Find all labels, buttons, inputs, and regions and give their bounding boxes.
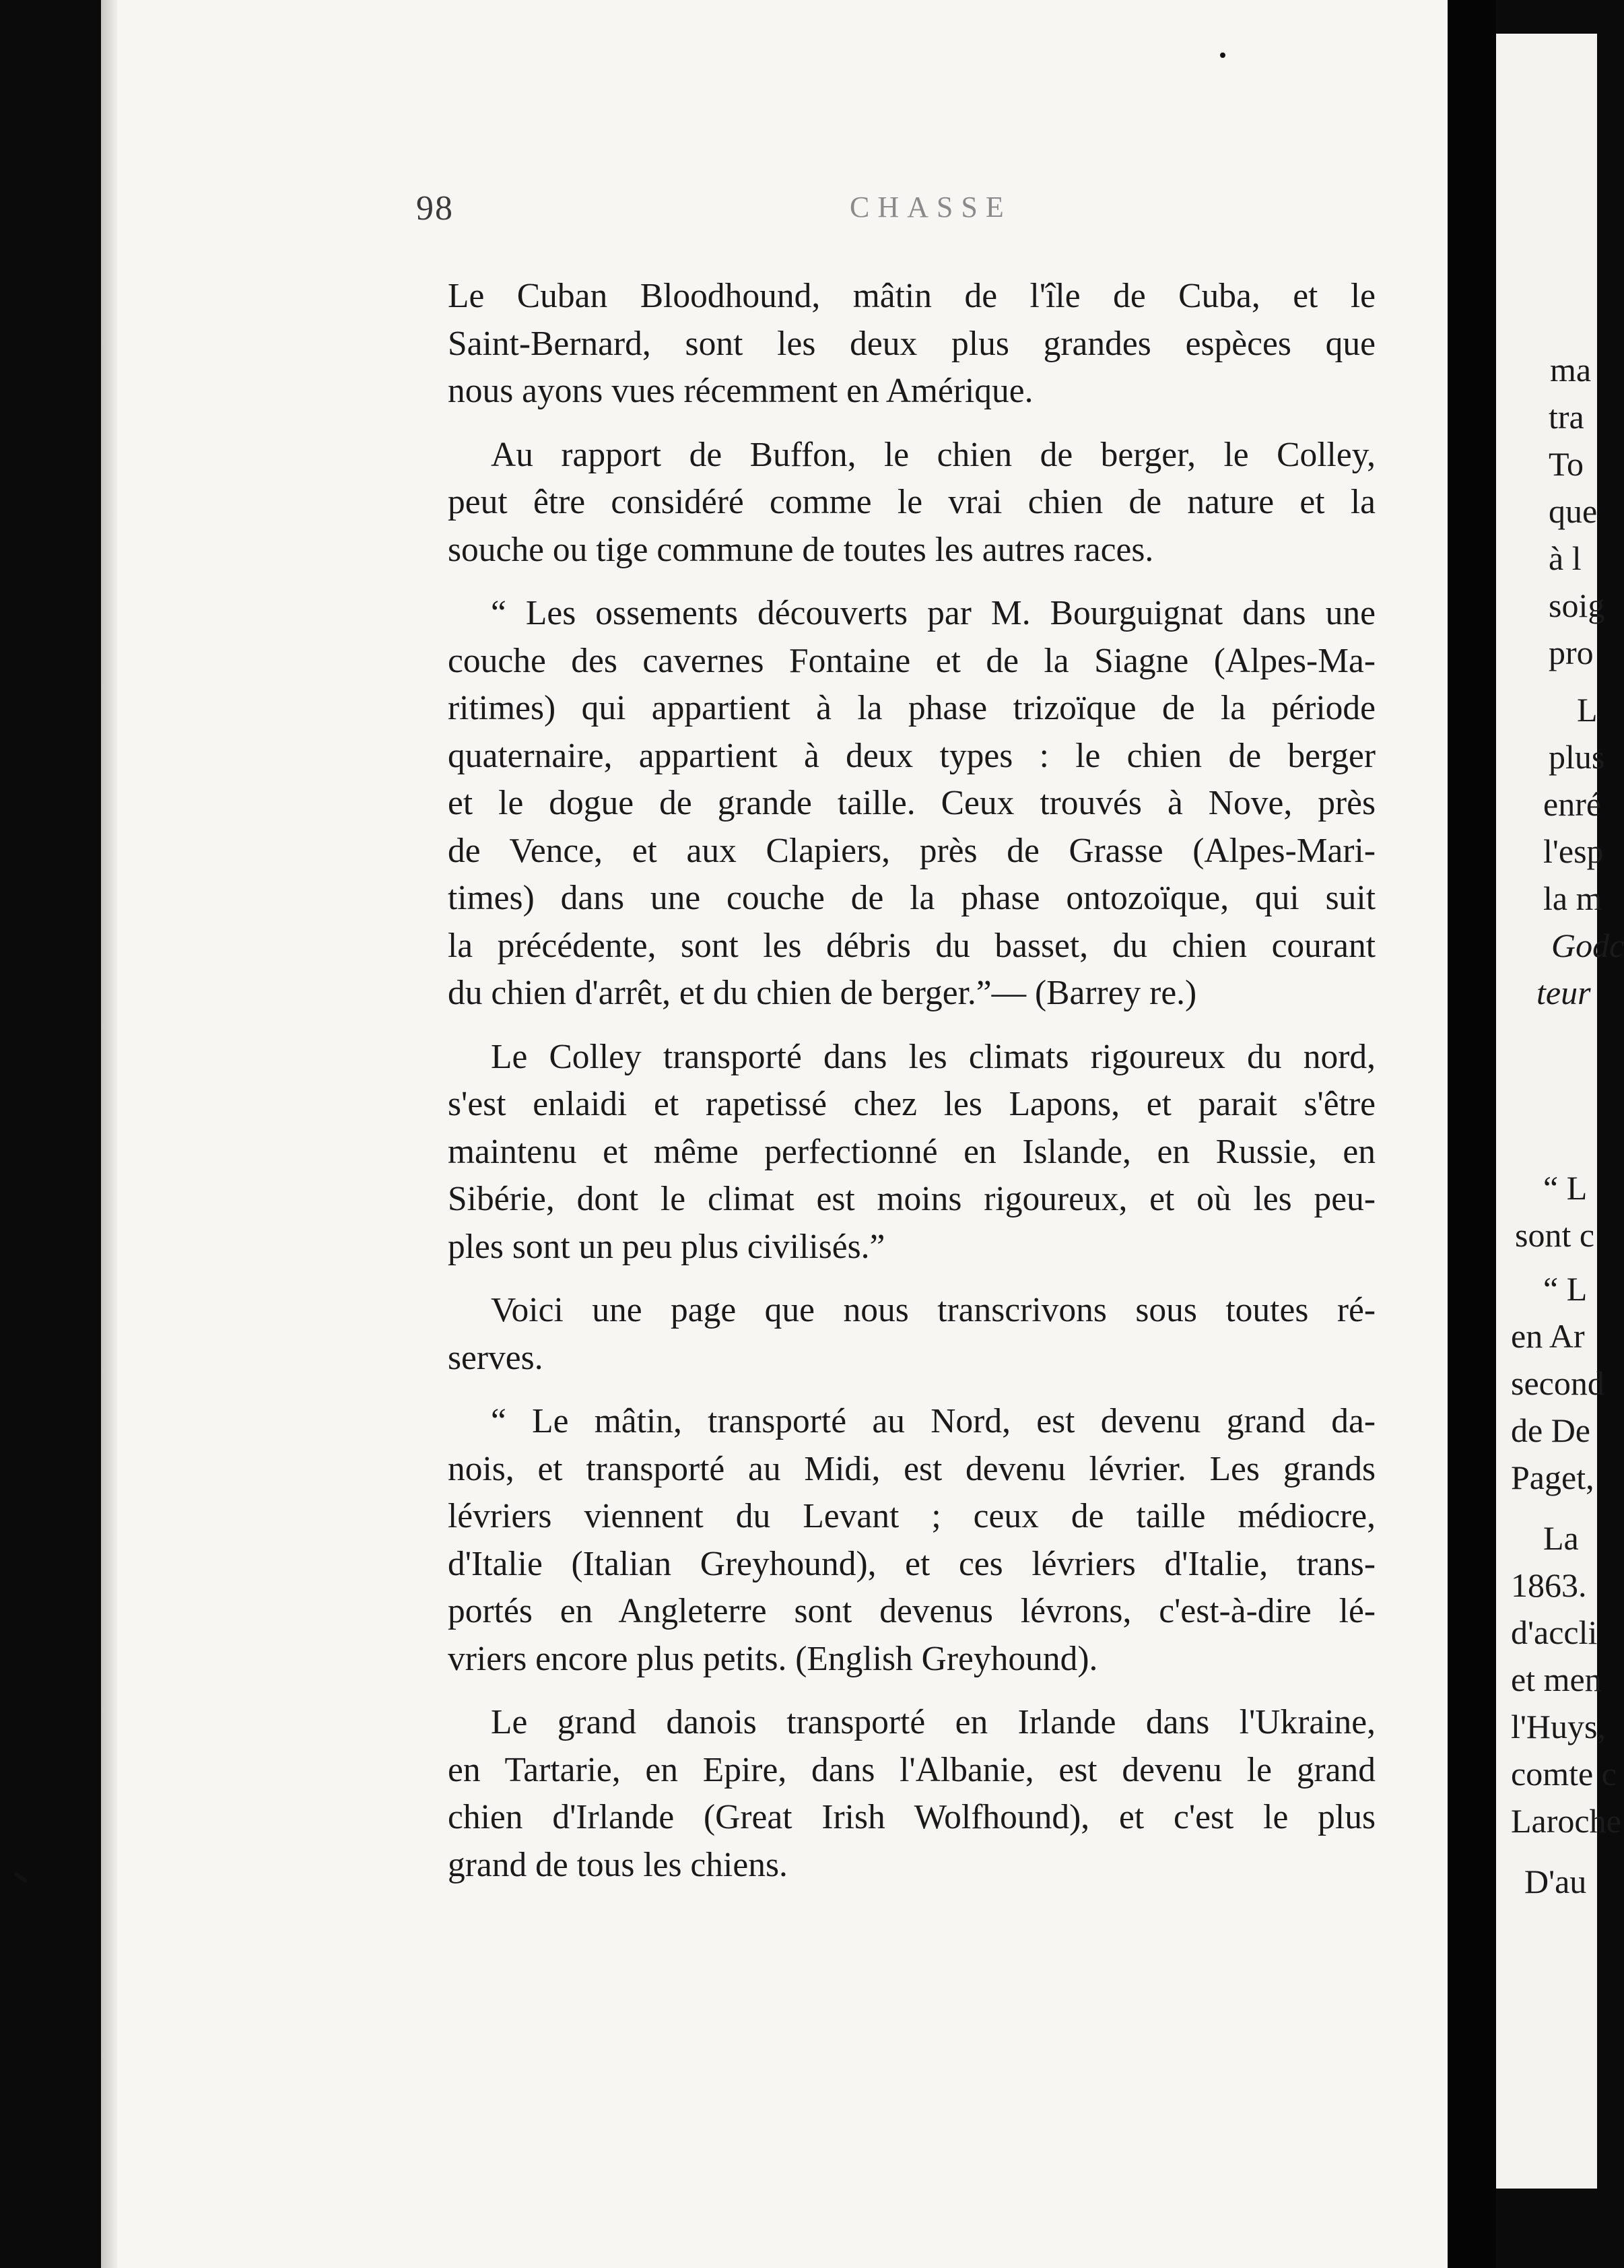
right-page-text: plus: [1549, 738, 1605, 776]
text-line: Le Cuban Bloodhound, mâtin de l'île de Cuba, et le: [448, 277, 1376, 315]
text-line: s'est enlaidi et rapetissé chez les Lapons, et parait s'être: [448, 1085, 1376, 1123]
text-line: couche des cavernes Fontaine et de la Siagne (Alpes-Ma-: [448, 641, 1376, 680]
running-title: CHASSE: [850, 191, 1012, 224]
text-line: ples sont un peu plus civilisés.”: [448, 1227, 885, 1266]
text-line: maintenu et même perfectionné en Islande, en Russie, en: [448, 1132, 1376, 1171]
right-page-text: l'Huys,: [1511, 1708, 1606, 1745]
scan-speck: [1220, 53, 1225, 58]
right-page-text: pro: [1549, 634, 1594, 671]
text-line: du chien d'arrêt, et du chien de berger.”— (Barrey re.): [448, 974, 1197, 1012]
text-line: Voici une page que nous transcrivons sous toutes ré-: [491, 1291, 1376, 1329]
text-line: ritimes) qui appartient à la phase trizoïque de la période: [448, 689, 1376, 727]
body-text: [448, 273, 1376, 1889]
right-page-text: La: [1543, 1519, 1579, 1557]
text-line: chien d'Irlande (Great Irish Wolfhound), et c'est le plus: [448, 1798, 1376, 1836]
right-page-text: d'accli: [1511, 1613, 1598, 1651]
right-page-text: ma: [1550, 351, 1592, 389]
right-page-text: à l: [1549, 539, 1582, 577]
right-page-text: en Ar: [1511, 1317, 1585, 1355]
right-page-text: que: [1549, 492, 1598, 530]
text-line: d'Italie (Italian Greyhound), et ces lévriers d'Italie, trans-: [448, 1544, 1376, 1583]
text-line: “ Le mâtin, transporté au Nord, est devenu grand da-: [491, 1402, 1376, 1440]
right-page-text: enré: [1543, 785, 1602, 823]
right-page-text: tra: [1549, 398, 1584, 436]
page-number: 98: [416, 189, 454, 228]
text-line: Le grand danois transporté en Irlande dans l'Ukraine,: [491, 1703, 1376, 1741]
right-page-text: l'esp: [1543, 832, 1604, 870]
text-line: en Tartarie, en Epire, dans l'Albanie, est devenu le grand: [448, 1750, 1376, 1789]
text-line: portés en Angleterre sont devenus lévrons, c'est-à-dire lé-: [448, 1592, 1376, 1630]
text-line: de Vence, et aux Clapiers, près de Grasse (Alpes-Mari-: [448, 831, 1376, 870]
right-page-text: To: [1549, 445, 1584, 483]
text-line: grand de tous les chiens.: [448, 1845, 788, 1884]
right-page-text: la m: [1543, 879, 1602, 917]
text-line: la précédente, sont les débris du basset, du chien courant: [448, 926, 1376, 965]
right-page-text: “ L: [1543, 1169, 1588, 1207]
right-page-text: sont c: [1515, 1216, 1595, 1254]
right-page-text: Paget,: [1511, 1459, 1594, 1496]
right-page-text: L: [1577, 691, 1598, 729]
right-page-text: soig: [1549, 587, 1605, 624]
right-page-text: Godc: [1551, 927, 1624, 964]
text-line: Le Colley transporté dans les climats rigoureux du nord,: [491, 1037, 1376, 1076]
text-line: souche ou tige commune de toutes les autres races.: [448, 530, 1154, 569]
right-page-text: de De: [1511, 1411, 1590, 1449]
right-page-text: 1863.: [1511, 1566, 1587, 1604]
right-page-text: comte c: [1511, 1755, 1617, 1793]
text-line: Sibérie, dont le climat est moins rigoureux, et où les peu-: [448, 1180, 1376, 1218]
right-page-text: et men: [1511, 1661, 1602, 1698]
right-page-text: teur: [1536, 974, 1591, 1011]
text-line: quaternaire, appartient à deux types : le chien de berger: [448, 736, 1376, 775]
text-line: times) dans une couche de la phase ontozoïque, qui suit: [448, 879, 1376, 917]
right-page-fragment: [1496, 34, 1624, 2189]
text-line: nois, et transporté au Midi, est devenu lévrier. Les grands: [448, 1449, 1376, 1488]
book-gutter: [1448, 0, 1496, 2268]
text-line: Au rapport de Buffon, le chien de berger, le Colley,: [491, 435, 1376, 474]
text-line: Saint-Bernard, sont les deux plus grandes espèces que: [448, 324, 1376, 363]
scan-speck: [13, 1871, 28, 1883]
text-line: peut être considéré comme le vrai chien de nature et la: [448, 483, 1376, 521]
right-page-text: Laroche: [1511, 1802, 1621, 1840]
right-page-text: “ L: [1543, 1270, 1588, 1308]
right-page-text: second: [1511, 1364, 1604, 1402]
text-line: et le dogue de grande taille. Ceux trouvés à Nove, près: [448, 784, 1376, 822]
text-line: lévriers viennent du Levant ; ceux de taille médiocre,: [448, 1497, 1376, 1535]
page-edge-shadow: [101, 0, 117, 2268]
text-line: vriers encore plus petits. (English Greyhound).: [448, 1639, 1098, 1678]
text-line: nous ayons vues récemment en Amérique.: [448, 372, 1034, 410]
text-line: serves.: [448, 1338, 543, 1377]
text-line: “ Les ossements découverts par M. Bourguignat dans une: [491, 594, 1376, 632]
right-page-text: D'au: [1524, 1863, 1587, 1900]
